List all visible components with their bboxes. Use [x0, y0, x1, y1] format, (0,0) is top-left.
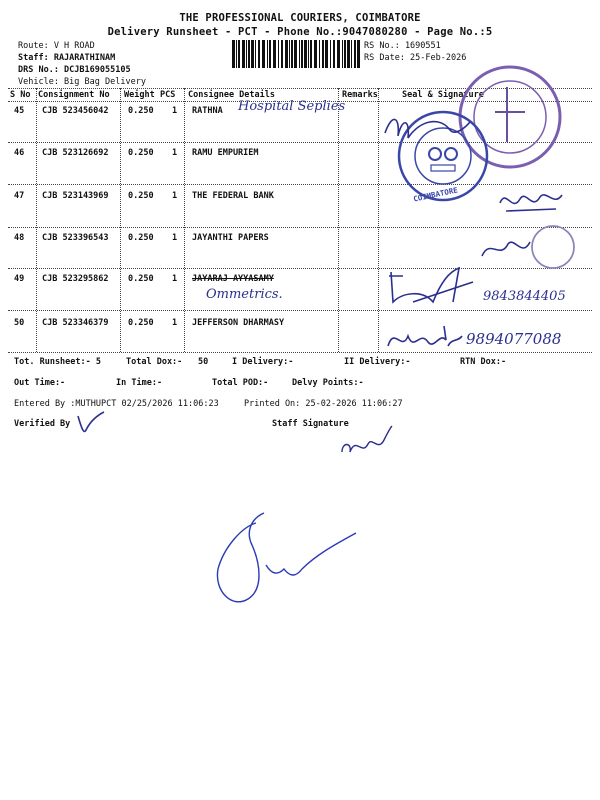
large-signature [212, 503, 362, 613]
signature-jayaraj [383, 262, 483, 314]
barcode-bar [330, 40, 331, 68]
barcode-bar [238, 40, 240, 68]
staff-signature [338, 422, 394, 462]
barcode-bar [278, 40, 279, 68]
stamp-text: COIMBATORE [412, 185, 459, 204]
signature-jayanthi [478, 234, 534, 264]
staff-label: Staff: RAJARATHINAM [18, 53, 116, 63]
ii-delivery: II Delivery:- [344, 357, 411, 367]
row-pcs: 1 [172, 233, 178, 243]
row-consignee: RATHNA [192, 106, 223, 116]
handwritten-phone-2: 9894077088 [466, 330, 562, 348]
entered-by: Entered By :MUTHUPCT 02/25/2026 11:06:23 [14, 399, 219, 409]
barcode-bar [262, 40, 265, 68]
stamp-jayanthi [528, 222, 578, 272]
barcode-bar [301, 40, 303, 68]
i-delivery: I Delivery:- [232, 357, 294, 367]
row-sno: 49 [14, 274, 25, 284]
drs-label: DRS No.: DCJB169055105 [18, 65, 131, 75]
barcode-bar [357, 40, 360, 68]
row-pcs: 1 [172, 274, 178, 284]
row-divider [8, 310, 592, 311]
row-consignment: CJB 523346379 [42, 318, 109, 328]
rtn-dox: RTN Dox:- [460, 357, 507, 367]
barcode-bar [269, 40, 271, 68]
company-title: THE PROFESSIONAL COURIERS, COIMBATORE [179, 12, 421, 24]
handwritten-note: Hospital Seplies [238, 99, 346, 114]
barcode-bar [285, 40, 288, 68]
route-label: Route: V H ROAD [18, 41, 95, 51]
barcode-bar [294, 40, 297, 68]
col-weight: Weight [124, 90, 155, 100]
row-sno: 46 [14, 148, 25, 158]
row-consignee: JEFFERSON DHARMASY [192, 318, 285, 328]
rs-date: RS Date: 25-Feb-2026 [364, 53, 467, 63]
row-consignment: CJB 523143969 [42, 191, 109, 201]
col-pcs: PCS [160, 90, 176, 100]
barcode-bar [351, 40, 352, 68]
col-sep [36, 88, 37, 352]
row-weight: 0.250 [128, 148, 154, 158]
row-weight: 0.250 [128, 318, 154, 328]
rs-number: RS No.: 1690551 [364, 41, 441, 51]
barcode-bar [354, 40, 356, 68]
barcode-bar [248, 40, 250, 68]
barcode-bar [344, 40, 346, 68]
total-pod: Total POD:- [212, 378, 269, 388]
barcode-bar [322, 40, 324, 68]
total-dox-value: 50 [198, 357, 209, 367]
row-divider [8, 227, 592, 228]
barcode-bar [291, 40, 293, 68]
row-consignment: CJB 523126692 [42, 148, 109, 158]
barcode-bar [319, 40, 320, 68]
barcode-bar [342, 40, 343, 68]
barcode-bar [246, 40, 247, 68]
col-consignment: Consignment No [38, 90, 110, 100]
runsheet-title: Delivery Runsheet - PCT - Phone No.:9047080280 - Page No.:5 [107, 26, 493, 38]
printed-on: Printed On: 25-02-2026 11:06:27 [244, 399, 403, 409]
barcode-bar [267, 40, 268, 68]
col-seal-signature: Seal & Signature [402, 90, 484, 100]
total-runsheet: Tot. Runsheet:- 5 [14, 357, 101, 367]
col-sep [378, 88, 379, 352]
col-sep [120, 88, 121, 352]
col-sep [338, 88, 339, 352]
barcode-bar [281, 40, 283, 68]
row-sno: 48 [14, 233, 25, 243]
col-sep [184, 88, 185, 352]
row-pcs: 1 [172, 318, 178, 328]
row-consignee: JAYANTHI PAPERS [192, 233, 269, 243]
staff-signature-label: Staff Signature [272, 419, 349, 429]
row-sno: 47 [14, 191, 25, 201]
barcode-bar [236, 40, 237, 68]
signature-rathna [380, 108, 475, 148]
in-time: In Time:- [116, 378, 163, 388]
col-sno: S No [10, 90, 31, 100]
handwritten-phone-1: 9843844405 [483, 289, 566, 304]
row-pcs: 1 [172, 106, 178, 116]
barcode-bar [289, 40, 290, 68]
barcode-bar [314, 40, 317, 68]
row-consignment: CJB 523295862 [42, 274, 109, 284]
row-consignee: JAYARAJ AYYASAMY [192, 274, 274, 284]
row-consignee: THE FEDERAL BANK [192, 191, 274, 201]
row-weight: 0.250 [128, 233, 154, 243]
barcode-bar [258, 40, 260, 68]
row-weight: 0.250 [128, 274, 154, 284]
barcode-bar [255, 40, 256, 68]
delvy-points: Delvy Points:- [292, 378, 364, 388]
verified-by-signature [76, 410, 106, 434]
row-pcs: 1 [172, 191, 178, 201]
barcode-bar [304, 40, 307, 68]
row-consignee: RAMU EMPURIEM [192, 148, 259, 158]
row-divider [8, 268, 592, 269]
row-consignment: CJB 523396543 [42, 233, 109, 243]
handwritten-note: Ommetrics. [206, 287, 283, 302]
signature-jefferson [384, 322, 464, 356]
barcode-bar [337, 40, 340, 68]
row-sno: 45 [14, 106, 25, 116]
vehicle-label: Vehicle: Big Bag Delivery [18, 77, 146, 87]
barcode-bar [299, 40, 300, 68]
barcode [232, 40, 360, 68]
barcode-bar [333, 40, 335, 68]
col-remarks: Remarks [342, 90, 378, 100]
barcode-bar [242, 40, 245, 68]
verified-by-label: Verified By [14, 419, 71, 429]
row-sno: 50 [14, 318, 25, 328]
total-dox-label: Total Dox:- [126, 357, 183, 367]
table-bottom-rule [8, 352, 592, 353]
barcode-bar [232, 40, 235, 68]
barcode-bar [325, 40, 328, 68]
barcode-bar [308, 40, 309, 68]
barcode-bar [251, 40, 254, 68]
barcode-bar [310, 40, 312, 68]
row-weight: 0.250 [128, 106, 154, 116]
row-weight: 0.250 [128, 191, 154, 201]
out-time: Out Time:- [14, 378, 66, 388]
signature-federal-bank [496, 183, 566, 219]
row-consignment: CJB 523456042 [42, 106, 109, 116]
barcode-bar [273, 40, 276, 68]
col-consignee: Consignee Details [188, 90, 275, 100]
row-pcs: 1 [172, 148, 178, 158]
barcode-bar [347, 40, 350, 68]
